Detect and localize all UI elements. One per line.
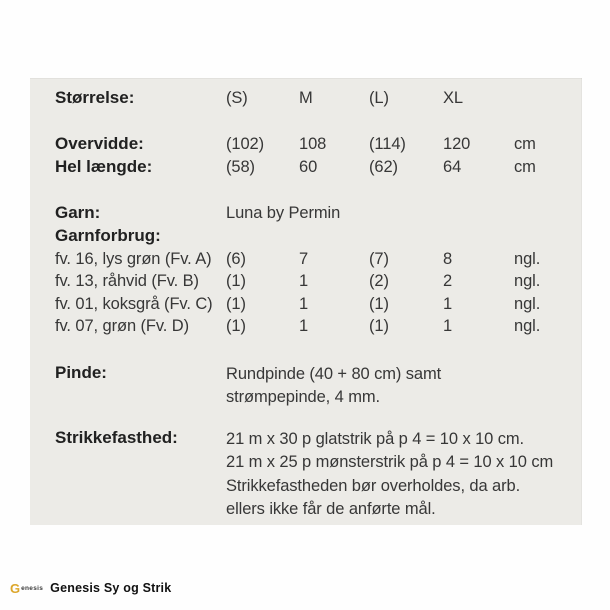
measurement-value: 64	[443, 158, 462, 176]
yarn-qty: 1	[443, 317, 453, 335]
yarn-qty: 7	[299, 250, 309, 268]
gauge-line: ellers ikke får de anførte mål.	[226, 499, 436, 518]
brand-name: Genesis Sy og Strik	[50, 581, 172, 595]
measurement-row-hel-laengde	[55, 157, 577, 177]
needles-line: strømpepinde, 4 mm.	[226, 388, 380, 407]
yarn-unit: ngl.	[514, 295, 541, 313]
size-row	[55, 88, 577, 108]
yarn-color-row-a	[55, 249, 577, 269]
yarn-qty: (1)	[369, 317, 389, 335]
yarn-qty: (2)	[369, 272, 389, 290]
yarn-color-label: fv. 01, koksgrå (Fv. C)	[55, 295, 213, 313]
gauge-row	[55, 428, 577, 521]
yarn-usage-heading-row	[55, 226, 577, 246]
measurement-label: Hel længde:	[55, 157, 153, 176]
yarn-label: Garn:	[55, 203, 101, 222]
gauge-line: 21 m x 25 p mønsterstrik på p 4 = 10 x 10 cm	[226, 453, 554, 472]
yarn-qty: (6)	[226, 250, 246, 268]
yarn-unit: ngl.	[514, 250, 541, 268]
measurement-value: 60	[299, 158, 318, 176]
yarn-row	[55, 203, 577, 223]
size-value-s: (S)	[226, 89, 248, 107]
yarn-qty: 1	[299, 295, 309, 313]
measurement-unit: cm	[514, 135, 536, 153]
footer	[10, 581, 171, 595]
gauge-label: Strikkefasthed:	[55, 428, 178, 447]
yarn-color-row-b	[55, 271, 577, 291]
size-value-l: (L)	[369, 89, 389, 107]
yarn-color-label: fv. 13, råhvid (Fv. B)	[55, 272, 199, 290]
yarn-color-row-c	[55, 294, 577, 314]
yarn-qty: (1)	[369, 295, 389, 313]
yarn-qty: 2	[443, 272, 453, 290]
yarn-qty: 1	[299, 317, 309, 335]
measurement-value: (58)	[226, 158, 255, 176]
yarn-qty: (1)	[226, 272, 246, 290]
yarn-qty: (1)	[226, 317, 246, 335]
yarn-unit: ngl.	[514, 272, 541, 290]
gauge-line: Strikkefastheden bør overholdes, da arb.	[226, 476, 521, 495]
yarn-color-row-d	[55, 316, 577, 336]
measurement-value: (114)	[369, 135, 406, 153]
logo-wordmark: enesis	[21, 584, 44, 592]
yarn-qty: (7)	[369, 250, 389, 268]
measurement-value: 120	[443, 135, 471, 153]
needles-line: Rundpinde (40 + 80 cm) samt	[226, 365, 442, 383]
yarn-name: Luna by Permin	[226, 204, 341, 222]
yarn-color-label: fv. 16, lys grøn (Fv. A)	[55, 250, 212, 268]
size-unit	[514, 88, 577, 108]
measurement-value: (102)	[226, 135, 265, 153]
measurement-value: 108	[299, 135, 327, 153]
genesis-logo-icon	[10, 582, 43, 595]
yarn-qty: 1	[443, 295, 453, 313]
logo-g-mark: G	[10, 580, 21, 596]
gauge-text	[226, 428, 577, 521]
yarn-unit: ngl.	[514, 317, 541, 335]
gauge-line: 21 m x 30 p glatstrik på p 4 = 10 x 10 cm.	[226, 430, 524, 448]
measurement-value: (62)	[369, 158, 398, 176]
size-value-m: M	[299, 89, 313, 107]
yarn-qty: (1)	[226, 295, 246, 313]
yarn-usage-label: Garnforbrug:	[55, 226, 161, 245]
needles-row	[55, 363, 577, 410]
measurement-unit: cm	[514, 158, 536, 176]
yarn-qty: 8	[443, 250, 453, 268]
pattern-info-panel	[30, 78, 582, 525]
measurement-label: Overvidde:	[55, 134, 144, 153]
yarn-color-label: fv. 07, grøn (Fv. D)	[55, 317, 189, 335]
needles-text	[226, 363, 577, 410]
needles-label: Pinde:	[55, 363, 107, 382]
yarn-qty: 1	[299, 272, 309, 290]
size-label: Størrelse:	[55, 88, 135, 107]
size-value-xl: XL	[443, 89, 463, 107]
measurement-row-overvidde	[55, 134, 577, 154]
